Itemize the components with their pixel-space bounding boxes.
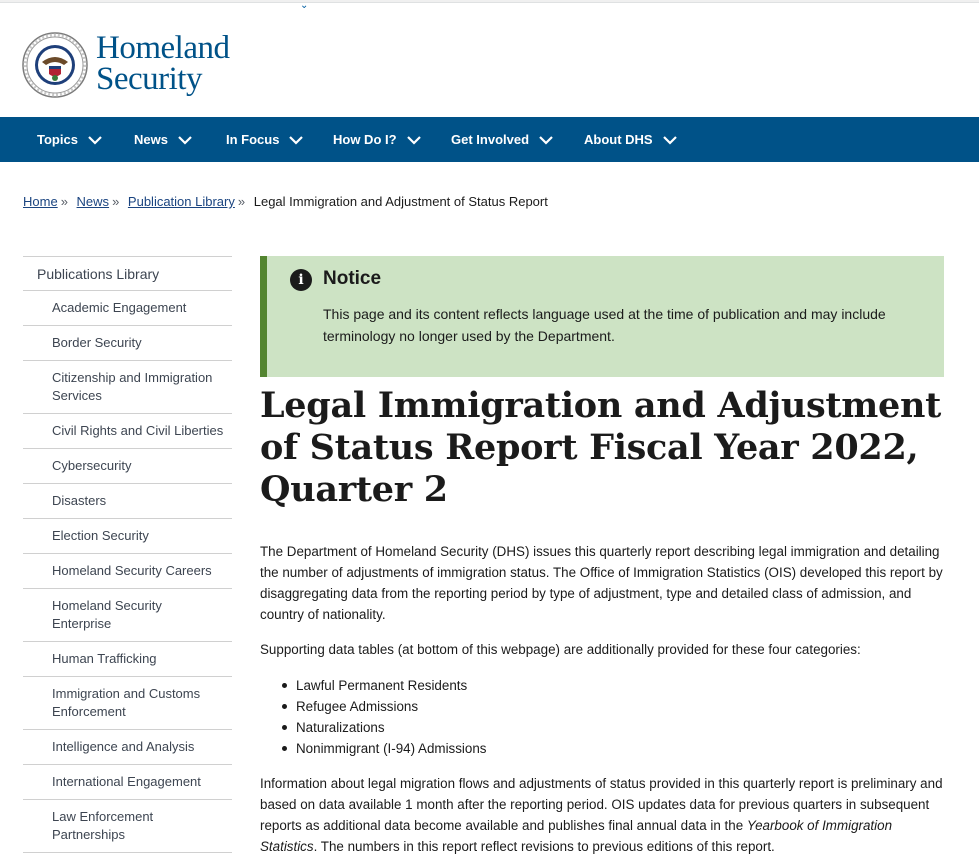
info-text-b: . The numbers in this report reflect revisions to previous editions of this report. xyxy=(313,839,775,854)
chevron-down-icon xyxy=(407,135,421,145)
intro-paragraph: The Department of Homeland Security (DHS) issues this quarterly report describing legal immigration and detailing the number of adjustments of immigration status. The Office of Immigration Statistics (OIS) developed this report by disaggregating data from the reporting period by type of adjustment, type and detailed class of admission, and country of nationality. xyxy=(260,544,943,622)
logo-line-2: Security xyxy=(96,61,202,97)
chevron-down-icon xyxy=(289,135,303,145)
list-item: Refugee Admissions xyxy=(296,696,979,717)
breadcrumb-separator: » xyxy=(237,194,246,209)
sidebar-heading[interactable]: Publications Library xyxy=(23,256,232,291)
nav-label: Topics xyxy=(37,132,78,147)
breadcrumb-separator: » xyxy=(60,194,68,209)
chevron-down-icon xyxy=(663,135,677,145)
breadcrumb xyxy=(23,194,548,209)
page-title: Legal Immigration and Adjustment of Status Report Fiscal Year 2022, Quarter 2 xyxy=(260,385,941,510)
nav-label: Get Involved xyxy=(451,132,530,147)
sidebar-item-careers[interactable]: Homeland Security Careers xyxy=(23,554,232,589)
nav-topics[interactable] xyxy=(37,117,102,162)
sidebar-item-border-security[interactable]: Border Security xyxy=(23,326,232,361)
sidebar-item-cybersecurity[interactable]: Cybersecurity xyxy=(23,449,232,484)
info-text-a: Information about legal migration flows and adjustments of status provided in this quarterly report is preliminary and based on data available 1 month after the reporting period. OIS updates data for previous quarters in subsequent reports as additional data become available and publishes final annual data in the xyxy=(260,776,943,833)
sidebar-item-civil-rights[interactable]: Civil Rights and Civil Liberties xyxy=(23,414,232,449)
sidebar-item-election-security[interactable]: Election Security xyxy=(23,519,232,554)
sidebar-item-ice[interactable]: Immigration and Customs Enforcement xyxy=(23,677,232,730)
notice-title: Notice xyxy=(323,268,382,289)
chevron-down-icon xyxy=(539,135,553,145)
list-item: Lawful Permanent Residents xyxy=(296,675,979,696)
chevron-down-icon xyxy=(178,135,192,145)
tables-paragraph: Supporting data tables (at bottom of this webpage) are additionally provided for these four categories: xyxy=(260,642,861,657)
sidebar-item-human-trafficking[interactable]: Human Trafficking xyxy=(23,642,232,677)
nav-label: In Focus xyxy=(226,132,280,147)
site-header xyxy=(0,0,979,117)
nav-label: About DHS xyxy=(584,132,653,147)
site-logo-text[interactable] xyxy=(96,30,230,97)
notice-box xyxy=(260,256,944,377)
chevron-down-icon xyxy=(88,135,102,145)
sidebar-item-academic-engagement[interactable]: Academic Engagement xyxy=(23,291,232,326)
list-item: Nonimmigrant (I-94) Admissions xyxy=(296,738,979,759)
nav-how-do-i[interactable] xyxy=(333,117,421,162)
breadcrumb-current: Legal Immigration and Adjustment of Status Report xyxy=(253,194,548,209)
nav-in-focus[interactable] xyxy=(226,117,303,162)
sidebar-item-law-enforcement[interactable]: Law Enforcement Partnerships xyxy=(23,800,232,853)
sidebar-item-enterprise[interactable]: Homeland Security Enterprise xyxy=(23,589,232,642)
banner-expand-icon[interactable]: ⌄ xyxy=(300,0,309,11)
nav-label: How Do I? xyxy=(333,132,397,147)
sidebar-nav xyxy=(23,256,232,853)
nav-about-dhs[interactable] xyxy=(584,117,677,162)
breadcrumb-home[interactable]: Home xyxy=(23,194,58,209)
sidebar-item-disasters[interactable]: Disasters xyxy=(23,484,232,519)
notice-body: This page and its content reflects language used at the time of publication and may include terminology no longer used by the Department. xyxy=(323,306,886,344)
yearbook-title: Yearbook of Immigration Statistics xyxy=(260,818,893,854)
breadcrumb-publication-library[interactable]: Publication Library xyxy=(127,194,235,209)
nav-get-involved[interactable] xyxy=(451,117,553,162)
info-icon: i xyxy=(290,269,312,291)
logo-line-1: Homeland xyxy=(96,30,230,66)
breadcrumb-news[interactable]: News xyxy=(76,194,110,209)
category-list xyxy=(296,675,979,759)
main-nav xyxy=(0,117,979,162)
nav-news[interactable] xyxy=(134,117,192,162)
info-paragraph xyxy=(260,773,950,857)
sidebar-item-citizenship[interactable]: Citizenship and Immigration Services xyxy=(23,361,232,414)
sidebar-item-international[interactable]: International Engagement xyxy=(23,765,232,800)
nav-label: News xyxy=(134,132,168,147)
list-item: Naturalizations xyxy=(296,717,979,738)
breadcrumb-separator: » xyxy=(112,194,120,209)
dhs-seal-icon[interactable] xyxy=(22,32,88,98)
sidebar-item-intelligence[interactable]: Intelligence and Analysis xyxy=(23,730,232,765)
